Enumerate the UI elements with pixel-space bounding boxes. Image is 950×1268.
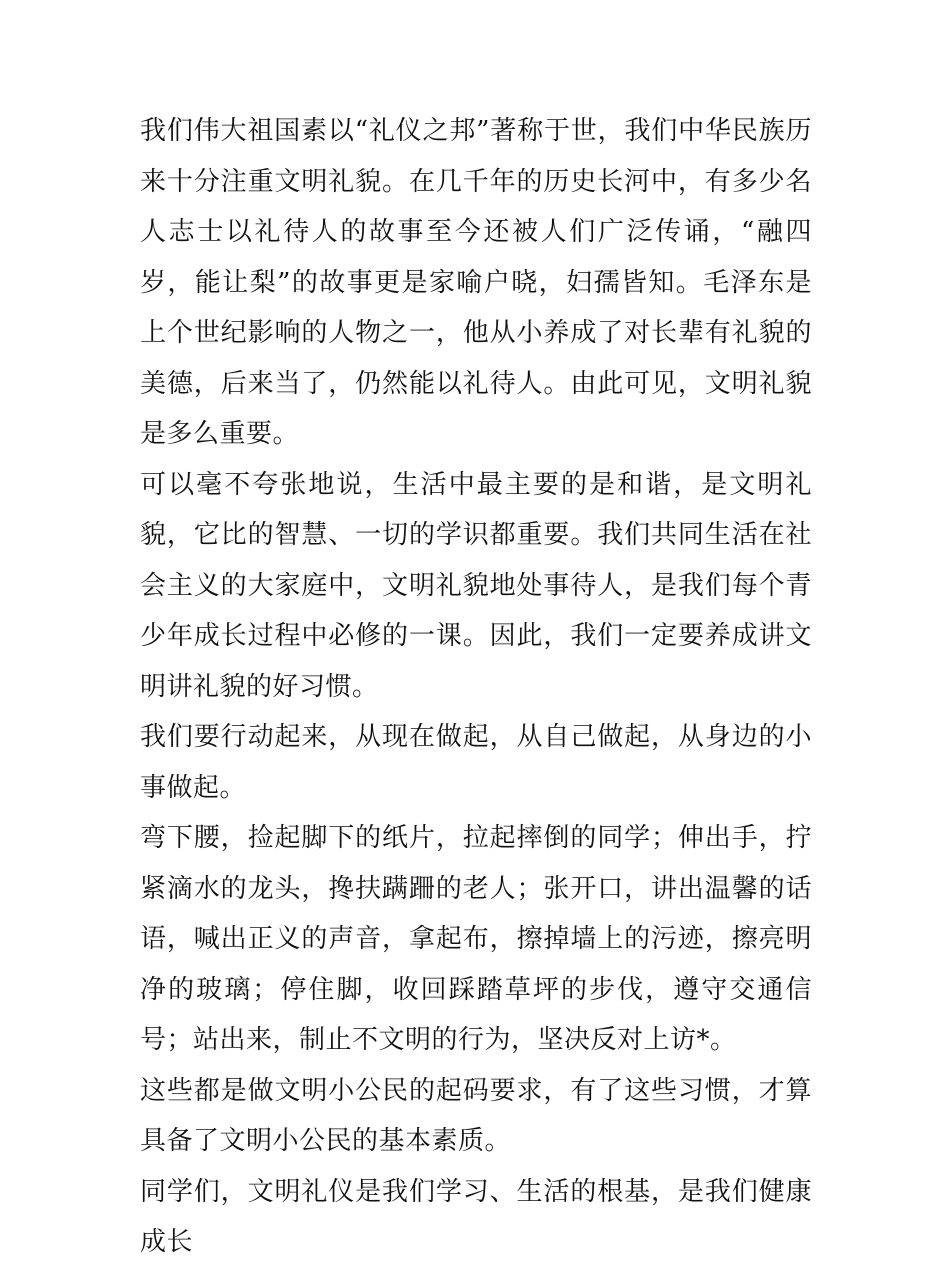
- paragraph-5: 这些都是做文明小公民的起码要求，有了这些习惯，才算具备了文明小公民的基本素质。: [140, 1075, 812, 1156]
- paragraph-2: 可以毫不夸张地说，生活中最主要的是和谐，是文明礼貌，它比的智慧、一切的学识都重要。我们共同生活在社会主义的大家庭中，文明礼貌地处事待人，是我们每个青少年成长过程中必修的一课。因此，我们一定要养成讲文明讲礼貌的好习惯。: [140, 469, 812, 702]
- paragraph-6: 同学们，文明礼仪是我们学习、生活的根基，是我们健康成长: [140, 1176, 812, 1257]
- paragraph-1: 我们伟大祖国素以“礼仪之邦”著称于世，我们中华民族历来十分注重文明礼貌。在几千年的历史长河中，有多少名人志士以礼待人的故事至今还被人们广泛传诵，“融四岁，能让梨”的故事更是家喻户晓，妇孺皆知。毛泽东是上个世纪影响的人物之一，他从小养成了对长辈有礼貌的美德，后来当了，仍然能以礼待人。由此可见，文明礼貌是多么重要。: [140, 116, 812, 449]
- paragraph-4: 弯下腰，捡起脚下的纸片，拉起摔倒的同学；伸出手，拧紧滴水的龙头，搀扶蹒跚的老人；张开口，讲出温馨的话语，喊出正义的声音，拿起布，擦掉墙上的污迹，擦亮明净的玻璃；停住脚，收回踩踏草坪的步伐，遵守交通信号；站出来，制止不文明的行为，坚决反对上访*。: [140, 823, 812, 1055]
- body-text: [140, 106, 812, 1268]
- paragraph-3: 我们要行动起来，从现在做起，从自己做起，从身边的小事做起。: [140, 722, 812, 803]
